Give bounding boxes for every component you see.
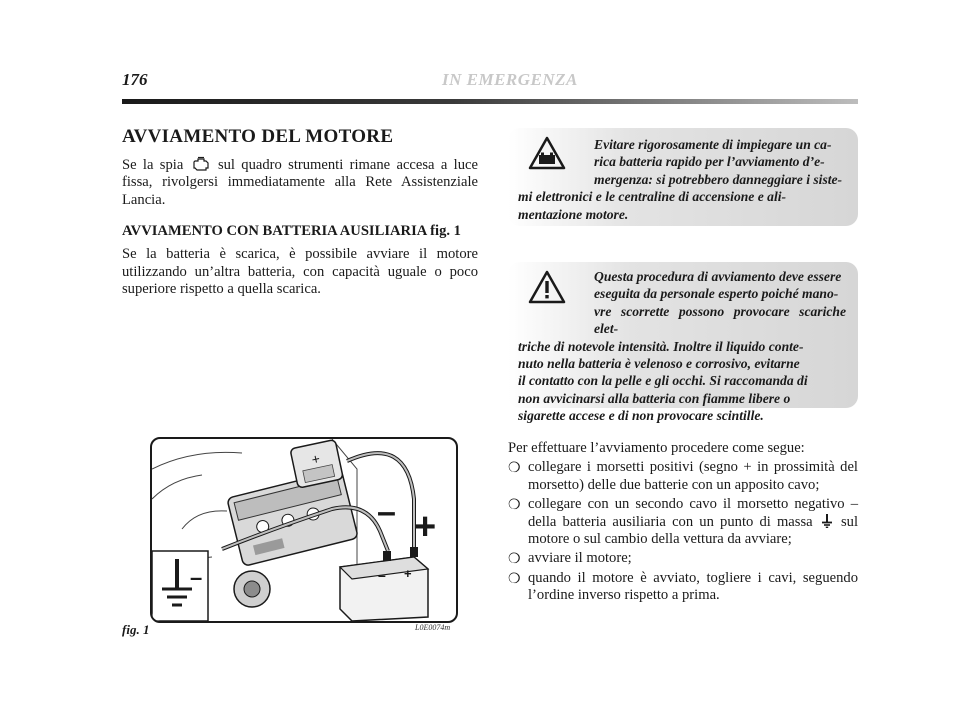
bullet-icon: ❍	[508, 461, 521, 477]
bullet-icon: ❍	[508, 498, 521, 514]
section-title: AVVIAMENTO DEL MOTORE	[122, 126, 394, 147]
intro-text-end: sul quadro strumenti rimane accesa a luce fissa, rivolgersi immediatamente alla Rete Assistenziale Lancia.	[122, 157, 478, 208]
warning-line: Evitare rigorosamente di impiegare un ca-	[594, 137, 832, 152]
bullet-icon: ❍	[508, 552, 521, 568]
intro-paragraph	[122, 156, 478, 209]
jump-start-illustration	[152, 439, 456, 621]
warning-box-procedure	[508, 262, 858, 424]
list-item	[508, 550, 858, 567]
warning-line: eseguita da personale esperto poiché mano-	[594, 286, 839, 302]
warning-box-charger	[508, 128, 858, 226]
warning-line: il contatto con la pelle e gli occhi. Si raccomanda di	[518, 373, 808, 389]
step-text: sul motore o sul cambio della vettura da avviare;	[528, 513, 858, 548]
warning-line: triche di notevole intensità. Inoltre il liquido conte-	[518, 338, 804, 354]
ground-inset	[152, 551, 208, 621]
warning-line: rica batteria rapido per l’avviamento d’e-	[594, 154, 825, 170]
bullet-icon: ❍	[508, 571, 521, 587]
big-minus-sign: –	[377, 493, 396, 531]
warning-line: vre scorrette possono provocare scariche elet-	[594, 303, 846, 337]
header-rule	[122, 99, 858, 104]
big-plus-sign: +	[414, 506, 437, 548]
step-text: avviare il motore;	[528, 550, 632, 567]
step-text: quando il motore è avviato, togliere i cavi, seguendo l’ordine inverso rispetto a prima.	[528, 569, 858, 604]
positive-terminal-cover	[290, 439, 343, 488]
general-warning-icon	[528, 270, 566, 304]
warning-text-charger	[518, 136, 846, 223]
procedure-steps	[508, 459, 858, 604]
warning-line: mi elettronici e le centraline di accensione e ali-	[518, 189, 787, 205]
figure-code: L0E0074m	[415, 623, 451, 632]
auxiliary-battery	[340, 547, 428, 621]
warning-text-procedure	[518, 268, 846, 425]
warning-line: mergenza: si potrebbero danneggiare i siste-	[594, 171, 843, 187]
ground-symbol-icon	[821, 514, 833, 528]
procedure-column	[508, 440, 858, 607]
left-column	[122, 126, 478, 312]
warning-line: non avvicinarsi alla batteria con fiamme libere o	[518, 390, 791, 406]
running-head: IN EMERGENZA	[442, 70, 578, 89]
figure-jump-start	[150, 437, 458, 623]
warning-line: Questa procedura di avviamento deve essere	[594, 269, 842, 284]
page-number: 176	[122, 70, 148, 89]
figure-caption: fig. 1	[122, 622, 150, 637]
step-text: collegare i morsetti positivi (segno + in prossimità del morsetto) delle due batterie con un apposito cavo;	[528, 459, 858, 493]
aux-minus-text: –	[378, 567, 386, 583]
vehicle-battery	[227, 470, 358, 566]
list-item	[508, 459, 858, 494]
procedure-intro: Per effettuare l’avviamento procedere come segue:	[508, 440, 805, 456]
intro-text-start: Se la spia	[122, 157, 184, 173]
list-item	[508, 570, 858, 605]
list-item	[508, 496, 858, 548]
engine-part	[234, 571, 270, 607]
step-text: collegare con un secondo cavo il morsetto negativo –	[528, 496, 858, 513]
battery-paragraph: Se la batteria è scarica, è possibile avviare il motore utilizzando un’altra batteria, con capacità uguale o poco superiore rispetto a quella scarica.	[122, 246, 478, 298]
warning-line: mentazione motore.	[518, 206, 629, 222]
engine-control-lamp-icon	[192, 156, 210, 172]
ground-minus-text: –	[190, 565, 203, 590]
warning-line: nuto nella batteria è velenoso e corrosivo, evitarne	[518, 356, 800, 372]
cover-plus-text: +	[310, 450, 322, 468]
subheading: AVVIAMENTO CON BATTERIA AUSILIARIA fig. 1	[122, 223, 461, 240]
warning-line: sigarette accese e di non provocare scintille.	[518, 408, 764, 424]
aux-plus-text: +	[404, 566, 412, 581]
step-text: della batteria ausiliaria con un punto di massa	[528, 513, 813, 530]
battery-warning-icon	[528, 136, 566, 170]
